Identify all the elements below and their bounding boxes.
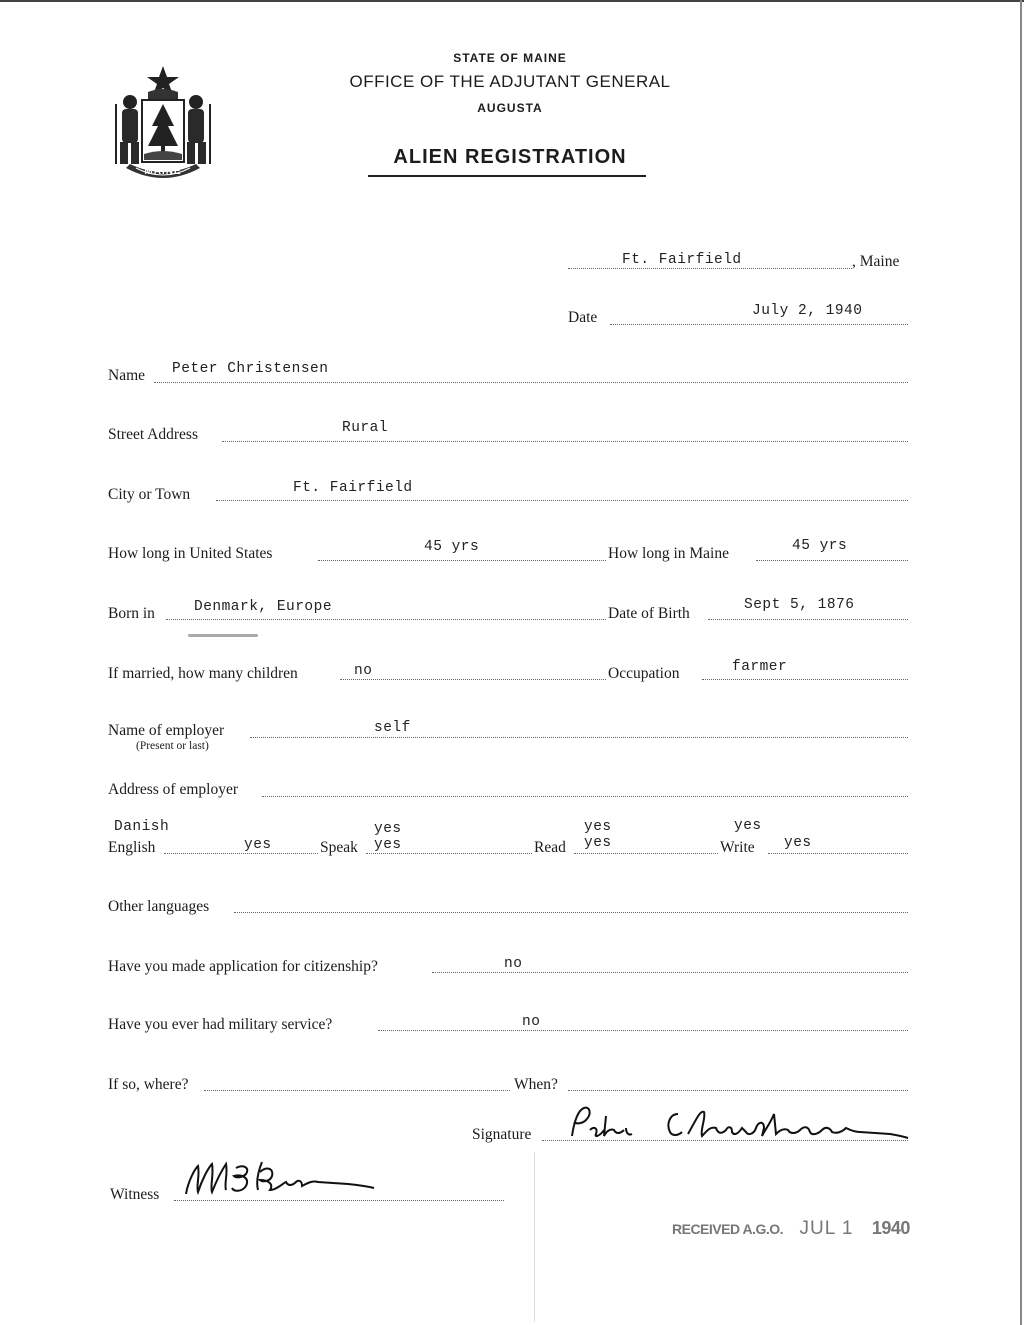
maine-value: 45 yrs [792, 538, 848, 554]
occupation-label: Occupation [608, 665, 680, 682]
fold-line [534, 1152, 535, 1322]
employer-address-label: Address of employer [108, 781, 238, 798]
us-value: 45 yrs [424, 539, 480, 555]
alt-language-value: Danish [114, 819, 170, 835]
seal-banner-text: MAINE [144, 166, 182, 177]
witness-signature-handwriting [178, 1152, 378, 1202]
right-edge-line [1020, 0, 1022, 1325]
born-value: Denmark, Europe [194, 599, 333, 615]
dob-label: Date of Birth [608, 605, 690, 622]
employer-value: self [374, 720, 411, 736]
born-label: Born in [108, 605, 155, 622]
city-heading: AUGUSTA [477, 101, 543, 115]
form-title: ALIEN REGISTRATION [393, 146, 627, 168]
street-value: Rural [342, 420, 389, 436]
employer-label: Name of employer [108, 722, 225, 739]
pencil-underline-mark [188, 634, 258, 637]
speak-value: yes [374, 837, 402, 853]
us-label: How long in United States [108, 545, 273, 562]
stamp-year-text: 1940 [871, 1218, 910, 1238]
title-underline [368, 175, 646, 177]
read-value: yes [584, 835, 612, 851]
signature-label: Signature [472, 1126, 532, 1143]
top-edge-line [0, 0, 1024, 2]
children-value: no [354, 663, 373, 679]
children-label: If married, how many children [108, 665, 298, 682]
name-value: Peter Christensen [172, 361, 329, 377]
dob-value: Sept 5, 1876 [744, 597, 855, 613]
state-heading: STATE OF MAINE [453, 51, 567, 65]
citizenship-value: no [504, 956, 523, 972]
stamp-received-text: RECEIVED A.G.O. [672, 1221, 784, 1237]
speak-label: Speak [320, 839, 358, 856]
date-value: July 2, 1940 [752, 303, 863, 319]
english-value: yes [244, 837, 272, 853]
employer-sublabel: (Present or last) [136, 740, 209, 752]
alt-read-value: yes [584, 819, 612, 835]
citizenship-label: Have you made application for citizenship? [108, 958, 378, 975]
alt-write-value: yes [734, 818, 762, 834]
place-suffix: , Maine [852, 253, 900, 270]
name-label: Name [108, 367, 146, 384]
military-label: Have you ever had military service? [108, 1016, 333, 1033]
alt-speak-value: yes [374, 821, 402, 837]
read-label: Read [534, 839, 566, 856]
other-languages-label: Other languages [108, 898, 210, 915]
place-value: Ft. Fairfield [622, 252, 742, 268]
where-label: If so, where? [108, 1076, 189, 1093]
signature-handwriting [560, 1100, 910, 1150]
witness-label: Witness [110, 1186, 160, 1203]
maine-label: How long in Maine [608, 545, 729, 562]
write-value: yes [784, 835, 812, 851]
occupation-value: farmer [732, 659, 788, 675]
city-value: Ft. Fairfield [293, 480, 413, 496]
write-label: Write [720, 839, 755, 856]
when-label: When? [514, 1076, 558, 1093]
date-label: Date [568, 309, 598, 326]
stamp-date-text: JUL 1 [799, 1218, 854, 1239]
office-heading: OFFICE OF THE ADJUTANT GENERAL [349, 72, 671, 91]
english-label: English [108, 839, 156, 856]
received-stamp [672, 1218, 910, 1240]
city-label: City or Town [108, 486, 191, 503]
military-value: no [522, 1014, 541, 1030]
street-label: Street Address [108, 426, 198, 443]
